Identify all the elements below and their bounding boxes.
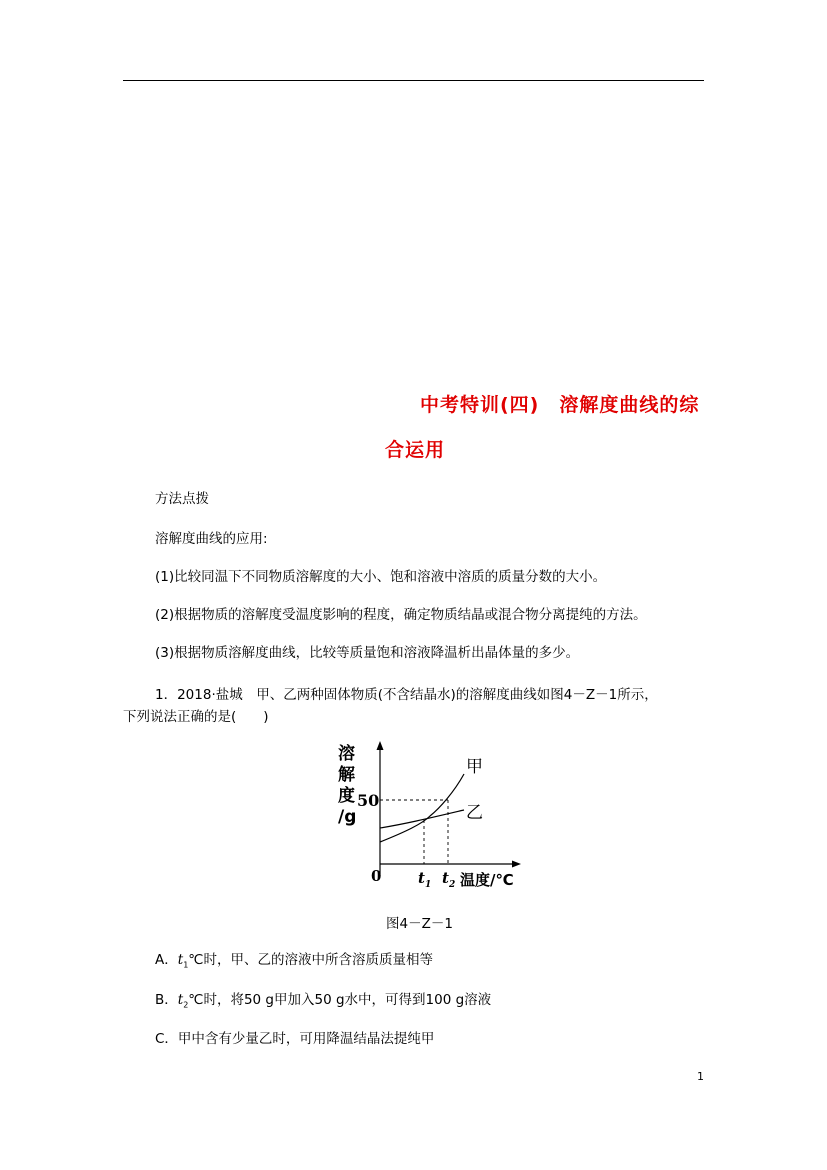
curve-jia <box>380 774 464 842</box>
question-line1: 1．2018·盐城 甲、乙两种固体物质(不含结晶水)的溶解度曲线如图4－Z－1所示， <box>155 687 658 703</box>
option-a-var: t <box>177 952 184 968</box>
x-axis-label: 温度/℃ <box>460 871 514 889</box>
y-axis-arrow <box>377 741 384 750</box>
option-b-sub: 2 <box>183 1000 189 1010</box>
option-b-text: ℃时，将50 g甲加入50 g水中，可得到100 g溶液 <box>188 992 492 1008</box>
series-label-yi: 乙 <box>466 803 483 823</box>
option-b-prefix: B． <box>155 992 178 1008</box>
x-axis-arrow <box>512 861 521 868</box>
y-label-char-1: 溶 <box>338 744 355 764</box>
option-a <box>155 948 433 970</box>
option-b-var: t <box>177 992 184 1008</box>
origin-label: 0 <box>371 867 382 885</box>
curve-yi <box>380 810 464 828</box>
section-heading: 方法点拨 <box>155 491 209 507</box>
question-line2: 下列说法正确的是( ) <box>123 709 269 725</box>
page-number: 1 <box>697 1070 704 1083</box>
y-label-char-4: /g <box>338 807 357 827</box>
option-a-prefix: A． <box>155 952 178 968</box>
x-tick-t1: $t_1$ <box>418 869 432 890</box>
x-tick-t2: $t_2$ <box>442 869 456 890</box>
point-3: (3)根据物质溶解度曲线，比较等质量饱和溶液降温析出晶体量的多少。 <box>155 645 580 661</box>
intro-text: 溶解度曲线的应用: <box>155 531 268 547</box>
page-title-line2: 合运用 <box>385 439 446 461</box>
y-label-char-3: 度 <box>338 786 355 806</box>
solubility-curve-figure <box>330 740 530 892</box>
point-1: (1)比较同温下不同物质溶解度的大小、饱和溶液中溶质的质量分数的大小。 <box>155 569 607 585</box>
option-a-sub: 1 <box>183 960 189 970</box>
header-rule <box>123 80 704 81</box>
option-b <box>155 988 491 1010</box>
option-c: C．甲中含有少量乙时，可用降温结晶法提纯甲 <box>155 1031 435 1047</box>
y-label-char-2: 解 <box>338 765 355 785</box>
figure-caption: 图4－Z－1 <box>386 916 453 932</box>
y-tick-50: 50 <box>357 791 380 810</box>
page-title-line1: 中考特训(四) 溶解度曲线的综 <box>420 394 700 416</box>
series-label-jia: 甲 <box>466 757 483 777</box>
option-a-text: ℃时，甲、乙的溶液中所含溶质质量相等 <box>188 952 433 968</box>
point-2: (2)根据物质的溶解度受温度影响的程度，确定物质结晶或混合物分离提纯的方法。 <box>155 607 647 623</box>
